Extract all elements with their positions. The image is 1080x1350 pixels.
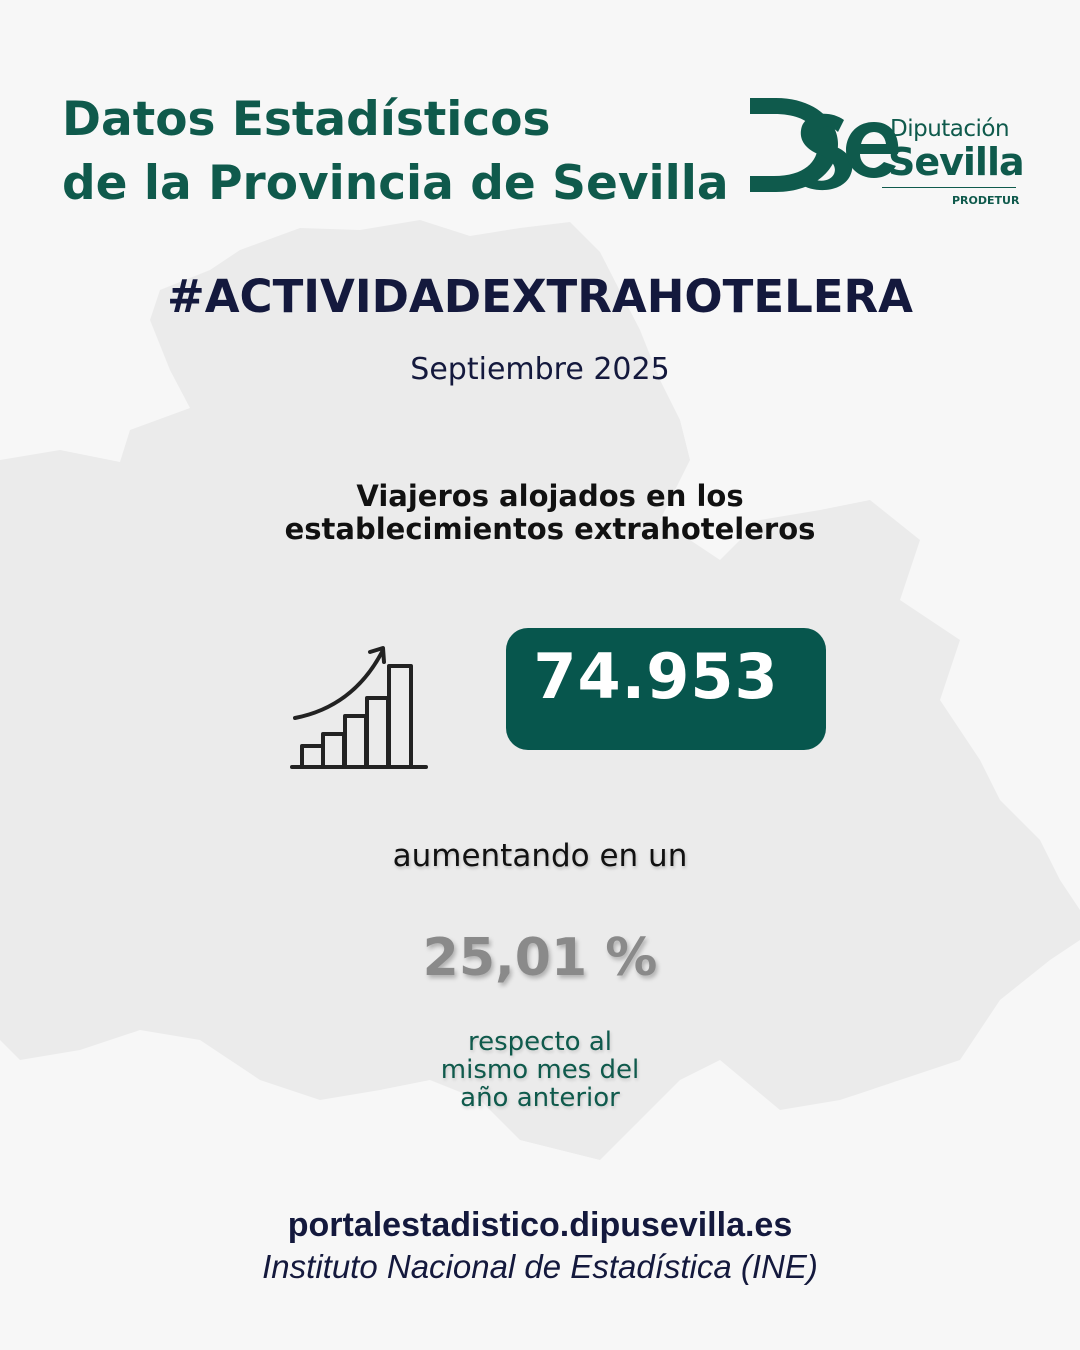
page-title xyxy=(62,88,729,216)
increase-label: aumentando en un xyxy=(392,838,688,874)
metric-label-line-2: establecimientos extrahoteleros xyxy=(284,512,816,546)
title-line-1: Datos Estadísticos xyxy=(62,92,551,147)
metric-value: 74.953 xyxy=(533,640,779,713)
metric-label xyxy=(240,480,860,546)
increase-percent: 25,01 % xyxy=(422,928,658,988)
comparison-note xyxy=(380,1028,700,1112)
growth-chart-icon xyxy=(286,640,436,776)
comparison-line-3: año anterior xyxy=(460,1083,620,1113)
comparison-line-1: respecto al xyxy=(468,1027,612,1057)
data-source: Instituto Nacional de Estadística (INE) xyxy=(262,1248,818,1285)
period-label: Septiembre 2025 xyxy=(410,352,670,387)
hashtag-heading: #ACTIVIDADEXTRAHOTELERA xyxy=(167,270,913,323)
comparison-line-2: mismo mes del xyxy=(440,1055,640,1085)
logo-text-diputacion: Diputación xyxy=(890,116,1010,142)
portal-url: portalestadistico.dipusevilla.es xyxy=(287,1206,793,1244)
metric-label-line-1: Viajeros alojados en los xyxy=(356,479,744,513)
logo-text-sevilla: Sevilla xyxy=(888,140,1024,184)
title-line-2: de la Provincia de Sevilla xyxy=(62,156,729,211)
logo-divider xyxy=(882,187,1016,188)
logo-text-prodetur: PRODETUR xyxy=(952,194,1020,207)
